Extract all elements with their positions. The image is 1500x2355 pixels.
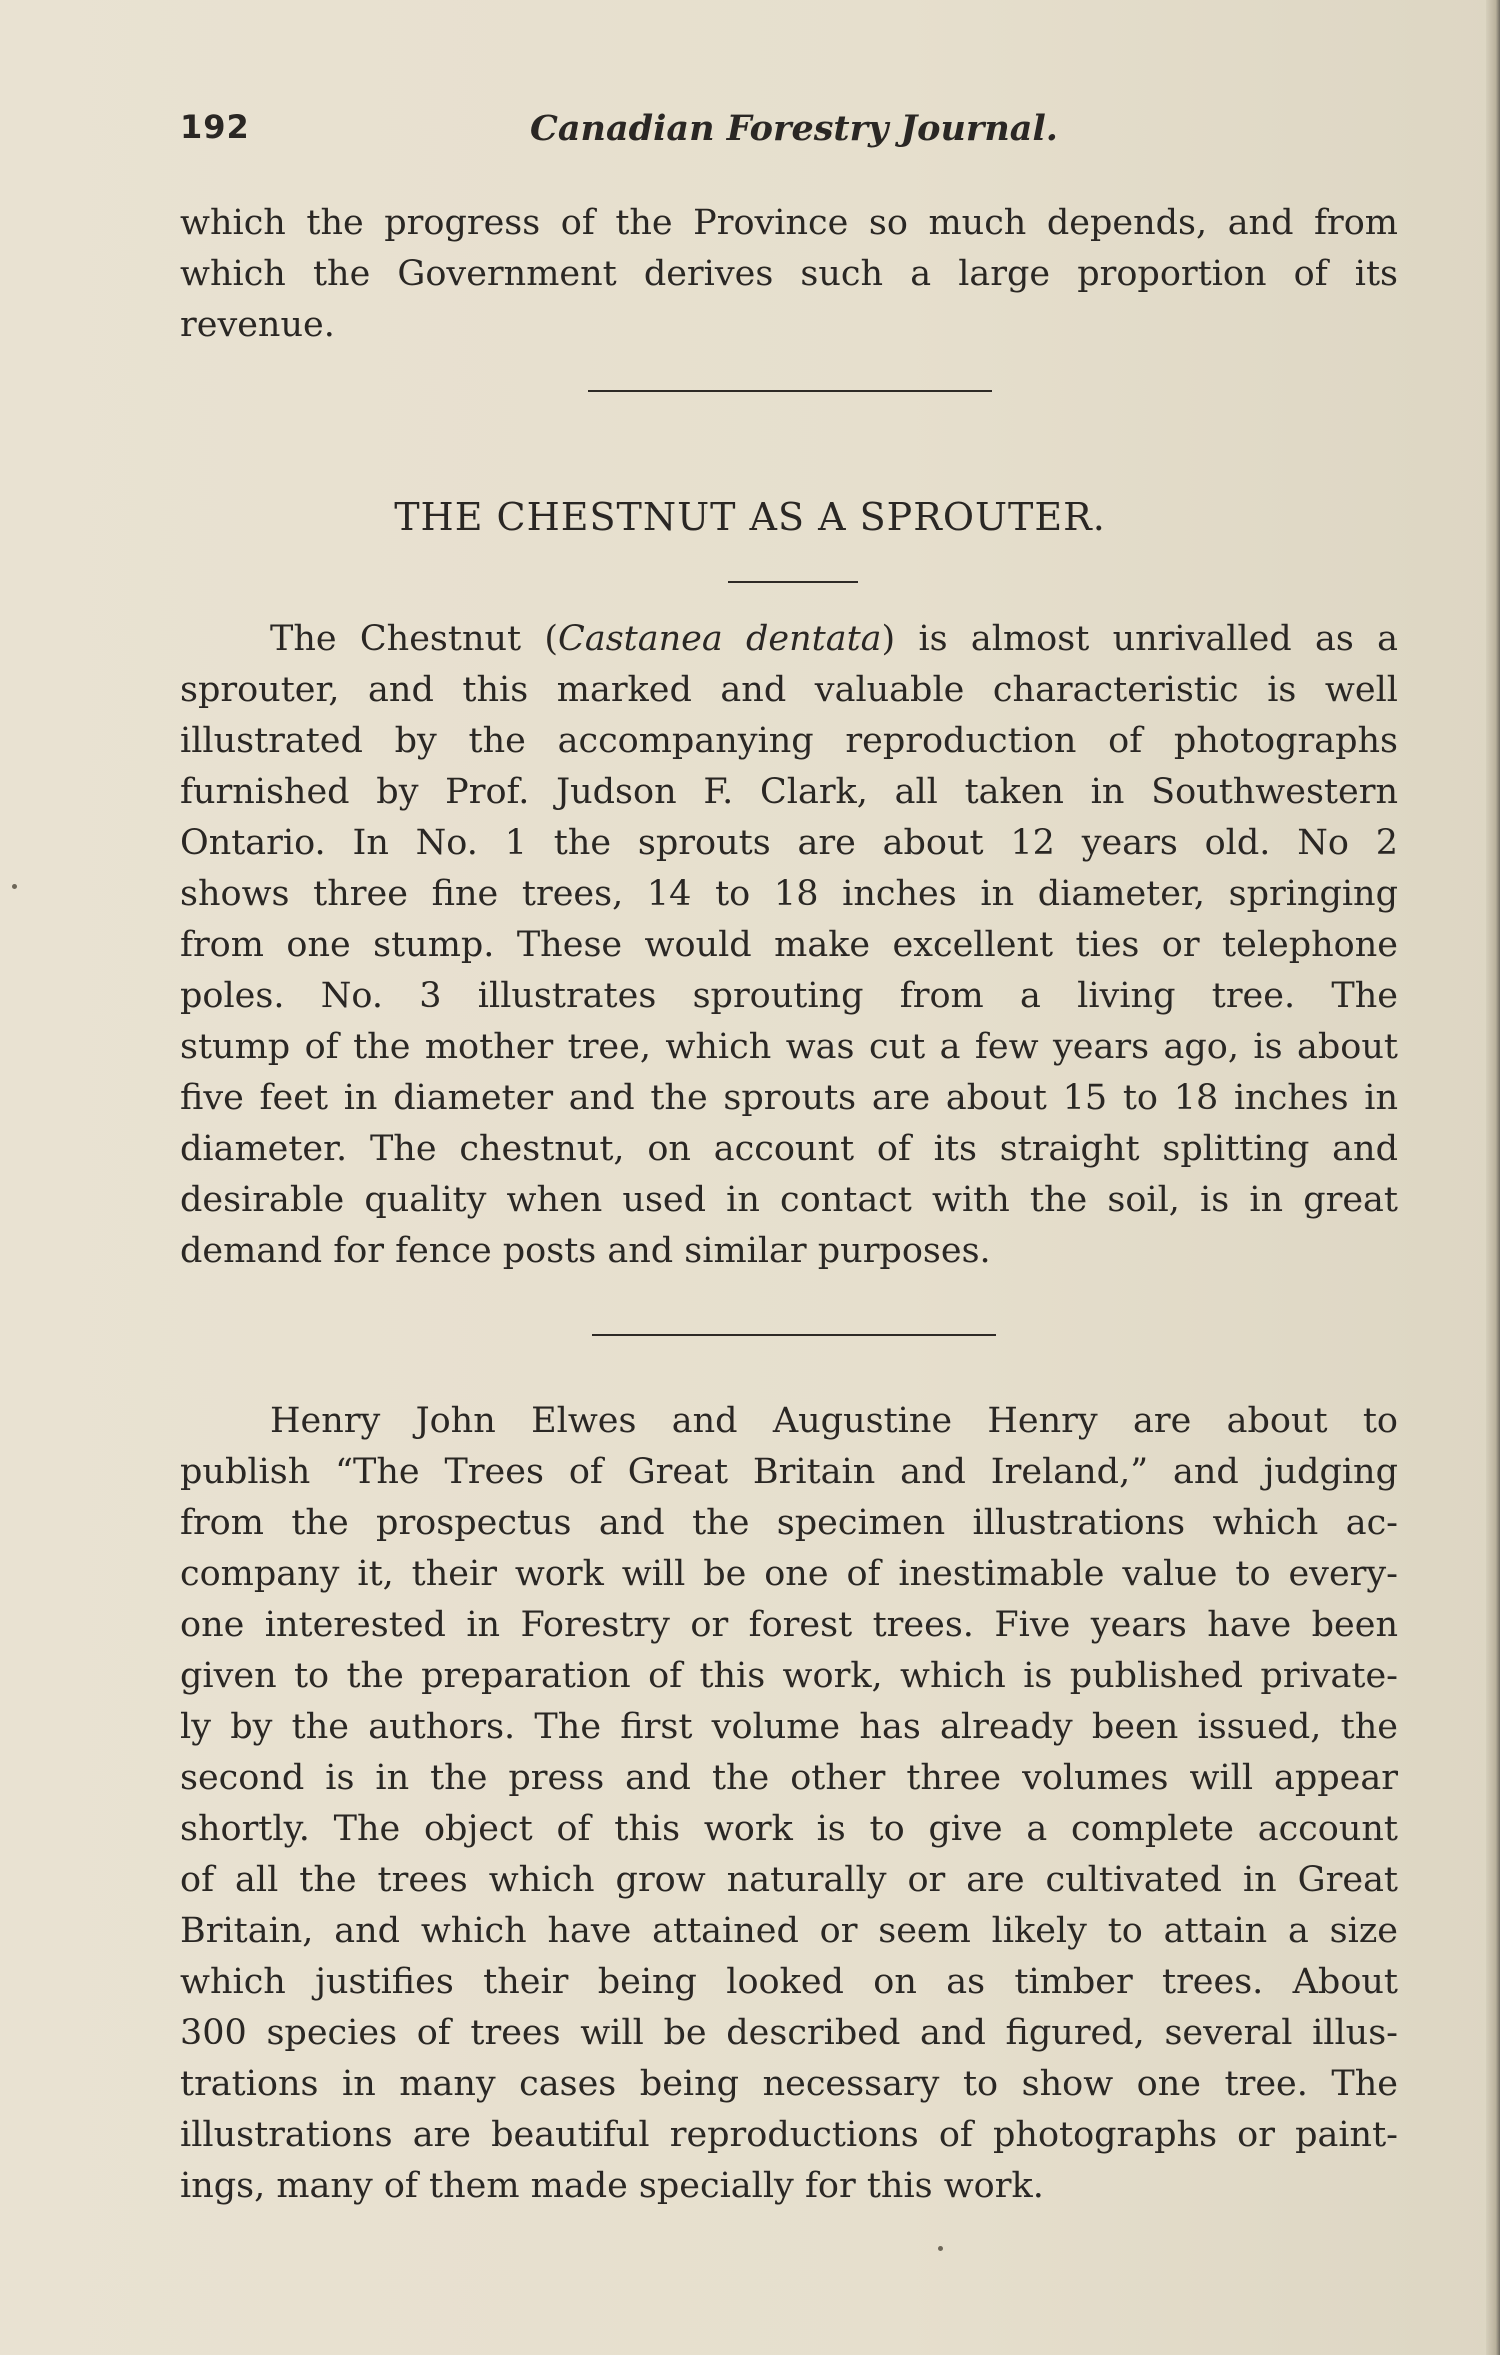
notice-line: ly by the authors. The first volume has already been issued, the — [180, 1707, 1398, 1747]
paper-speck — [12, 884, 17, 889]
article-first-line — [180, 614, 1398, 665]
notice-line: second is in the press and the other three volumes will appear — [180, 1758, 1398, 1798]
notice-line: 300 species of trees will be described and figured, several illus- — [180, 2013, 1398, 2053]
article-line: from one stump. These would make excellent ties or telephone — [180, 925, 1398, 965]
article-line: sprouter, and this marked and valuable characteristic is well — [180, 670, 1398, 710]
notice-line: company it, their work will be one of inestimable value to every- — [180, 1554, 1398, 1594]
section-divider — [588, 390, 992, 392]
page-edge-shadow — [1486, 0, 1500, 2355]
notice-line: of all the trees which grow naturally or are cultivated in Great — [180, 1860, 1398, 1900]
notice-line: one interested in Forestry or forest trees. Five years have been — [180, 1605, 1398, 1645]
notice-line: given to the preparation of this work, which is published private- — [180, 1656, 1398, 1696]
notice-line: publish “The Trees of Great Britain and Ireland,” and judging — [180, 1452, 1398, 1492]
section-divider — [592, 1334, 996, 1336]
notice-line: from the prospectus and the specimen illustrations which ac- — [180, 1503, 1398, 1543]
notice-line: Henry John Elwes and Augustine Henry are about to — [270, 1401, 1398, 1441]
notice-line: shortly. The object of this work is to give a complete account — [180, 1809, 1398, 1849]
notice-line: Britain, and which have attained or seem likely to attain a size — [180, 1911, 1398, 1951]
notice-line: illustrations are beautiful reproductions of photographs or paint- — [180, 2115, 1398, 2155]
species-name: Castanea dentata — [558, 619, 882, 659]
intro-line: revenue. — [180, 305, 335, 345]
article-line: diameter. The chestnut, on account of its straight splitting and — [180, 1129, 1398, 1169]
notice-line: trations in many cases being necessary to show one tree. The — [180, 2064, 1398, 2104]
running-title: Canadian Forestry Journal. — [530, 108, 1058, 149]
paper-speck — [938, 2246, 943, 2251]
article-line: furnished by Prof. Judson F. Clark, all taken in Southwestern — [180, 772, 1398, 812]
intro-line: which the Government derives such a large proportion of its — [180, 254, 1398, 294]
article-line: desirable quality when used in contact with the soil, is in great — [180, 1180, 1398, 1220]
elwes-henry-paragraph — [180, 1396, 1398, 2212]
heading-underline — [728, 581, 858, 583]
page-number: 192 — [180, 108, 250, 146]
article-line: illustrated by the accompanying reproduction of photographs — [180, 721, 1398, 761]
article-line: shows three fine trees, 14 to 18 inches in diameter, springing — [180, 874, 1398, 914]
article-line: stump of the mother tree, which was cut a few years ago, is about — [180, 1027, 1398, 1067]
notice-line: ings, many of them made specially for this work. — [180, 2166, 1044, 2206]
article-heading: THE CHESTNUT AS A SPROUTER. — [394, 495, 1106, 539]
chestnut-paragraph — [180, 614, 1398, 1277]
article-line: five feet in diameter and the sprouts are about 15 to 18 inches in — [180, 1078, 1398, 1118]
intro-line: which the progress of the Province so much depends, and from — [180, 203, 1398, 243]
article-line: poles. No. 3 illustrates sprouting from a living tree. The — [180, 976, 1398, 1016]
article-line: Ontario. In No. 1 the sprouts are about 12 years old. No 2 — [180, 823, 1398, 863]
intro-paragraph — [180, 198, 1398, 351]
page-header — [180, 108, 1410, 158]
article-line: demand for fence posts and similar purposes. — [180, 1231, 991, 1271]
article-line-end: ) is almost unrivalled as a — [881, 619, 1398, 659]
notice-line: which justifies their being looked on as timber trees. About — [180, 1962, 1398, 2002]
article-line-start: The Chestnut ( — [270, 619, 559, 659]
